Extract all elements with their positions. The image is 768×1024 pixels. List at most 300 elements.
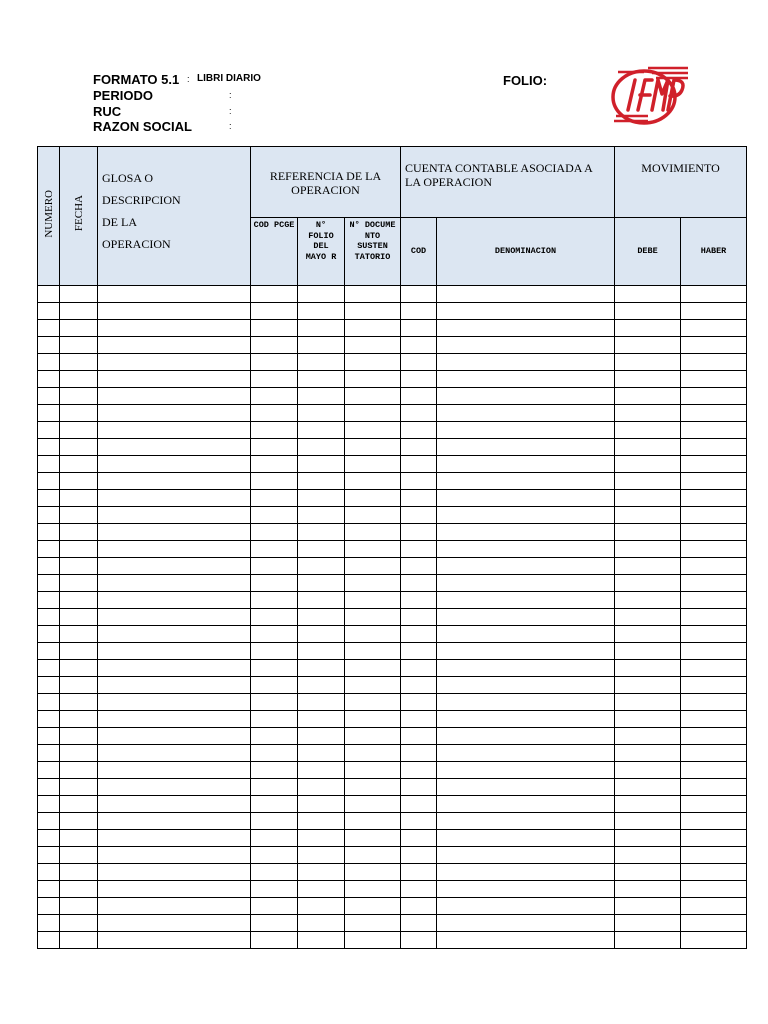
ledger-cell[interactable] [251, 303, 298, 320]
ledger-cell[interactable] [98, 541, 251, 558]
ledger-cell[interactable] [681, 405, 747, 422]
ledger-cell[interactable] [60, 541, 98, 558]
ledger-cell[interactable] [615, 728, 681, 745]
ledger-cell[interactable] [401, 694, 437, 711]
ledger-cell[interactable] [298, 694, 345, 711]
ledger-cell[interactable] [437, 830, 615, 847]
ledger-cell[interactable] [615, 745, 681, 762]
ledger-cell[interactable] [681, 439, 747, 456]
ledger-cell[interactable] [38, 762, 60, 779]
ledger-cell[interactable] [60, 643, 98, 660]
ledger-cell[interactable] [251, 864, 298, 881]
ledger-cell[interactable] [251, 371, 298, 388]
ledger-cell[interactable] [98, 847, 251, 864]
ledger-cell[interactable] [681, 796, 747, 813]
ledger-cell[interactable] [38, 558, 60, 575]
ledger-cell[interactable] [98, 881, 251, 898]
ledger-cell[interactable] [681, 422, 747, 439]
ledger-cell[interactable] [345, 728, 401, 745]
ledger-cell[interactable] [298, 745, 345, 762]
ledger-cell[interactable] [251, 728, 298, 745]
ledger-cell[interactable] [681, 320, 747, 337]
ledger-cell[interactable] [98, 915, 251, 932]
ledger-cell[interactable] [615, 388, 681, 405]
ledger-cell[interactable] [251, 473, 298, 490]
ledger-cell[interactable] [38, 524, 60, 541]
ledger-cell[interactable] [38, 796, 60, 813]
ledger-cell[interactable] [345, 354, 401, 371]
ledger-cell[interactable] [345, 473, 401, 490]
ledger-cell[interactable] [437, 473, 615, 490]
ledger-cell[interactable] [345, 711, 401, 728]
ledger-cell[interactable] [401, 626, 437, 643]
ledger-cell[interactable] [345, 337, 401, 354]
ledger-cell[interactable] [298, 643, 345, 660]
ledger-cell[interactable] [681, 609, 747, 626]
ledger-cell[interactable] [681, 456, 747, 473]
ledger-cell[interactable] [615, 660, 681, 677]
ledger-cell[interactable] [401, 286, 437, 303]
ledger-cell[interactable] [60, 507, 98, 524]
ledger-cell[interactable] [98, 558, 251, 575]
ledger-cell[interactable] [615, 779, 681, 796]
ledger-cell[interactable] [345, 762, 401, 779]
ledger-cell[interactable] [345, 592, 401, 609]
ledger-cell[interactable] [298, 847, 345, 864]
ledger-cell[interactable] [98, 762, 251, 779]
ledger-cell[interactable] [401, 915, 437, 932]
ledger-cell[interactable] [38, 473, 60, 490]
ledger-cell[interactable] [98, 898, 251, 915]
ledger-cell[interactable] [251, 609, 298, 626]
ledger-cell[interactable] [437, 286, 615, 303]
ledger-cell[interactable] [98, 524, 251, 541]
ledger-cell[interactable] [38, 422, 60, 439]
ledger-cell[interactable] [401, 779, 437, 796]
ledger-cell[interactable] [401, 320, 437, 337]
ledger-cell[interactable] [60, 524, 98, 541]
ledger-cell[interactable] [401, 796, 437, 813]
ledger-cell[interactable] [98, 405, 251, 422]
ledger-cell[interactable] [251, 643, 298, 660]
ledger-cell[interactable] [345, 796, 401, 813]
ledger-cell[interactable] [60, 932, 98, 949]
ledger-cell[interactable] [345, 609, 401, 626]
ledger-cell[interactable] [615, 490, 681, 507]
ledger-cell[interactable] [38, 847, 60, 864]
ledger-cell[interactable] [401, 711, 437, 728]
ledger-cell[interactable] [60, 558, 98, 575]
ledger-cell[interactable] [38, 575, 60, 592]
ledger-cell[interactable] [401, 881, 437, 898]
ledger-cell[interactable] [437, 915, 615, 932]
ledger-cell[interactable] [401, 303, 437, 320]
ledger-cell[interactable] [38, 932, 60, 949]
ledger-cell[interactable] [298, 456, 345, 473]
ledger-cell[interactable] [437, 405, 615, 422]
ledger-cell[interactable] [681, 830, 747, 847]
ledger-cell[interactable] [98, 490, 251, 507]
ledger-cell[interactable] [60, 830, 98, 847]
ledger-cell[interactable] [98, 507, 251, 524]
ledger-cell[interactable] [437, 490, 615, 507]
ledger-cell[interactable] [681, 813, 747, 830]
ledger-cell[interactable] [98, 473, 251, 490]
ledger-cell[interactable] [437, 762, 615, 779]
ledger-cell[interactable] [345, 320, 401, 337]
ledger-cell[interactable] [98, 813, 251, 830]
ledger-cell[interactable] [98, 354, 251, 371]
ledger-cell[interactable] [345, 286, 401, 303]
ledger-cell[interactable] [98, 932, 251, 949]
ledger-cell[interactable] [251, 796, 298, 813]
ledger-cell[interactable] [615, 932, 681, 949]
ledger-cell[interactable] [345, 439, 401, 456]
ledger-cell[interactable] [38, 354, 60, 371]
ledger-cell[interactable] [98, 745, 251, 762]
ledger-cell[interactable] [298, 915, 345, 932]
ledger-cell[interactable] [60, 592, 98, 609]
ledger-cell[interactable] [615, 405, 681, 422]
ledger-cell[interactable] [401, 422, 437, 439]
ledger-cell[interactable] [38, 303, 60, 320]
ledger-cell[interactable] [98, 286, 251, 303]
ledger-cell[interactable] [38, 320, 60, 337]
ledger-cell[interactable] [251, 847, 298, 864]
ledger-cell[interactable] [615, 847, 681, 864]
ledger-cell[interactable] [60, 490, 98, 507]
ledger-cell[interactable] [38, 541, 60, 558]
ledger-cell[interactable] [298, 388, 345, 405]
ledger-cell[interactable] [38, 439, 60, 456]
ledger-cell[interactable] [345, 643, 401, 660]
ledger-cell[interactable] [401, 473, 437, 490]
ledger-cell[interactable] [437, 932, 615, 949]
ledger-cell[interactable] [60, 677, 98, 694]
ledger-cell[interactable] [437, 796, 615, 813]
ledger-cell[interactable] [298, 660, 345, 677]
ledger-cell[interactable] [251, 915, 298, 932]
ledger-cell[interactable] [401, 592, 437, 609]
ledger-cell[interactable] [437, 524, 615, 541]
ledger-cell[interactable] [615, 915, 681, 932]
ledger-cell[interactable] [681, 745, 747, 762]
ledger-cell[interactable] [681, 847, 747, 864]
ledger-cell[interactable] [681, 643, 747, 660]
ledger-cell[interactable] [681, 354, 747, 371]
ledger-cell[interactable] [437, 303, 615, 320]
ledger-cell[interactable] [345, 507, 401, 524]
ledger-cell[interactable] [437, 694, 615, 711]
ledger-cell[interactable] [298, 592, 345, 609]
ledger-cell[interactable] [615, 558, 681, 575]
ledger-cell[interactable] [437, 439, 615, 456]
ledger-cell[interactable] [401, 405, 437, 422]
ledger-cell[interactable] [681, 898, 747, 915]
ledger-cell[interactable] [60, 813, 98, 830]
ledger-cell[interactable] [298, 490, 345, 507]
ledger-cell[interactable] [98, 422, 251, 439]
ledger-cell[interactable] [38, 371, 60, 388]
ledger-cell[interactable] [298, 898, 345, 915]
ledger-cell[interactable] [251, 762, 298, 779]
ledger-cell[interactable] [401, 847, 437, 864]
ledger-cell[interactable] [60, 286, 98, 303]
ledger-cell[interactable] [345, 830, 401, 847]
ledger-cell[interactable] [681, 490, 747, 507]
ledger-cell[interactable] [38, 592, 60, 609]
ledger-cell[interactable] [38, 915, 60, 932]
ledger-cell[interactable] [60, 779, 98, 796]
ledger-cell[interactable] [437, 456, 615, 473]
ledger-cell[interactable] [681, 626, 747, 643]
ledger-cell[interactable] [681, 677, 747, 694]
ledger-cell[interactable] [437, 507, 615, 524]
ledger-cell[interactable] [345, 490, 401, 507]
ledger-cell[interactable] [345, 779, 401, 796]
ledger-cell[interactable] [298, 286, 345, 303]
ledger-cell[interactable] [251, 881, 298, 898]
ledger-cell[interactable] [98, 388, 251, 405]
ledger-cell[interactable] [60, 320, 98, 337]
ledger-cell[interactable] [437, 320, 615, 337]
ledger-cell[interactable] [98, 592, 251, 609]
ledger-cell[interactable] [345, 388, 401, 405]
ledger-cell[interactable] [401, 490, 437, 507]
ledger-cell[interactable] [615, 864, 681, 881]
ledger-cell[interactable] [615, 626, 681, 643]
ledger-cell[interactable] [298, 507, 345, 524]
ledger-cell[interactable] [298, 796, 345, 813]
ledger-cell[interactable] [60, 609, 98, 626]
ledger-cell[interactable] [38, 711, 60, 728]
ledger-cell[interactable] [38, 388, 60, 405]
ledger-cell[interactable] [681, 864, 747, 881]
ledger-cell[interactable] [251, 388, 298, 405]
ledger-cell[interactable] [615, 609, 681, 626]
ledger-cell[interactable] [401, 813, 437, 830]
ledger-cell[interactable] [681, 337, 747, 354]
ledger-cell[interactable] [60, 405, 98, 422]
ledger-cell[interactable] [615, 762, 681, 779]
ledger-cell[interactable] [38, 830, 60, 847]
ledger-cell[interactable] [98, 303, 251, 320]
ledger-cell[interactable] [98, 643, 251, 660]
ledger-cell[interactable] [298, 303, 345, 320]
ledger-cell[interactable] [437, 354, 615, 371]
ledger-cell[interactable] [681, 575, 747, 592]
ledger-cell[interactable] [615, 898, 681, 915]
ledger-cell[interactable] [98, 660, 251, 677]
ledger-cell[interactable] [437, 371, 615, 388]
ledger-cell[interactable] [60, 473, 98, 490]
ledger-cell[interactable] [298, 864, 345, 881]
ledger-cell[interactable] [60, 456, 98, 473]
ledger-cell[interactable] [345, 371, 401, 388]
ledger-cell[interactable] [60, 422, 98, 439]
ledger-cell[interactable] [401, 677, 437, 694]
ledger-cell[interactable] [437, 660, 615, 677]
ledger-cell[interactable] [681, 507, 747, 524]
ledger-cell[interactable] [251, 932, 298, 949]
ledger-cell[interactable] [345, 456, 401, 473]
ledger-cell[interactable] [615, 456, 681, 473]
ledger-cell[interactable] [251, 422, 298, 439]
ledger-cell[interactable] [251, 830, 298, 847]
ledger-cell[interactable] [38, 779, 60, 796]
ledger-cell[interactable] [345, 558, 401, 575]
ledger-cell[interactable] [615, 592, 681, 609]
ledger-cell[interactable] [615, 422, 681, 439]
ledger-cell[interactable] [345, 575, 401, 592]
ledger-cell[interactable] [437, 728, 615, 745]
ledger-cell[interactable] [298, 405, 345, 422]
ledger-cell[interactable] [298, 422, 345, 439]
ledger-cell[interactable] [401, 541, 437, 558]
ledger-cell[interactable] [437, 626, 615, 643]
ledger-cell[interactable] [437, 337, 615, 354]
ledger-cell[interactable] [681, 371, 747, 388]
ledger-cell[interactable] [437, 575, 615, 592]
ledger-cell[interactable] [60, 337, 98, 354]
ledger-cell[interactable] [345, 677, 401, 694]
ledger-cell[interactable] [251, 490, 298, 507]
ledger-cell[interactable] [98, 779, 251, 796]
ledger-cell[interactable] [437, 898, 615, 915]
ledger-cell[interactable] [60, 898, 98, 915]
ledger-cell[interactable] [60, 711, 98, 728]
ledger-cell[interactable] [98, 626, 251, 643]
ledger-cell[interactable] [345, 541, 401, 558]
ledger-cell[interactable] [681, 524, 747, 541]
ledger-cell[interactable] [437, 592, 615, 609]
ledger-cell[interactable] [251, 711, 298, 728]
ledger-cell[interactable] [345, 813, 401, 830]
ledger-cell[interactable] [615, 507, 681, 524]
ledger-cell[interactable] [345, 660, 401, 677]
ledger-cell[interactable] [60, 728, 98, 745]
ledger-cell[interactable] [298, 881, 345, 898]
ledger-cell[interactable] [615, 439, 681, 456]
ledger-cell[interactable] [298, 354, 345, 371]
ledger-cell[interactable] [38, 728, 60, 745]
ledger-cell[interactable] [98, 320, 251, 337]
ledger-cell[interactable] [38, 490, 60, 507]
ledger-cell[interactable] [345, 626, 401, 643]
ledger-cell[interactable] [98, 864, 251, 881]
ledger-cell[interactable] [98, 456, 251, 473]
ledger-cell[interactable] [98, 711, 251, 728]
ledger-cell[interactable] [345, 898, 401, 915]
ledger-cell[interactable] [298, 813, 345, 830]
ledger-cell[interactable] [615, 575, 681, 592]
ledger-cell[interactable] [401, 830, 437, 847]
ledger-cell[interactable] [251, 592, 298, 609]
ledger-cell[interactable] [401, 660, 437, 677]
ledger-cell[interactable] [681, 303, 747, 320]
ledger-cell[interactable] [98, 609, 251, 626]
ledger-cell[interactable] [60, 864, 98, 881]
ledger-cell[interactable] [38, 286, 60, 303]
ledger-cell[interactable] [298, 320, 345, 337]
ledger-cell[interactable] [401, 507, 437, 524]
ledger-cell[interactable] [401, 388, 437, 405]
ledger-cell[interactable] [615, 320, 681, 337]
ledger-cell[interactable] [615, 881, 681, 898]
ledger-cell[interactable] [298, 439, 345, 456]
ledger-cell[interactable] [437, 388, 615, 405]
ledger-cell[interactable] [401, 898, 437, 915]
ledger-cell[interactable] [615, 643, 681, 660]
ledger-cell[interactable] [345, 847, 401, 864]
ledger-cell[interactable] [38, 694, 60, 711]
ledger-cell[interactable] [615, 711, 681, 728]
ledger-cell[interactable] [437, 779, 615, 796]
ledger-cell[interactable] [98, 728, 251, 745]
ledger-cell[interactable] [681, 728, 747, 745]
ledger-cell[interactable] [298, 830, 345, 847]
ledger-cell[interactable] [615, 354, 681, 371]
ledger-cell[interactable] [298, 371, 345, 388]
ledger-cell[interactable] [251, 677, 298, 694]
ledger-cell[interactable] [345, 915, 401, 932]
ledger-cell[interactable] [60, 626, 98, 643]
ledger-cell[interactable] [401, 558, 437, 575]
ledger-cell[interactable] [298, 762, 345, 779]
ledger-cell[interactable] [251, 286, 298, 303]
ledger-cell[interactable] [437, 422, 615, 439]
ledger-cell[interactable] [681, 541, 747, 558]
ledger-cell[interactable] [38, 626, 60, 643]
ledger-cell[interactable] [437, 558, 615, 575]
ledger-cell[interactable] [60, 371, 98, 388]
ledger-cell[interactable] [251, 320, 298, 337]
ledger-cell[interactable] [615, 524, 681, 541]
ledger-cell[interactable] [681, 762, 747, 779]
ledger-cell[interactable] [60, 694, 98, 711]
ledger-cell[interactable] [38, 609, 60, 626]
ledger-cell[interactable] [38, 643, 60, 660]
ledger-cell[interactable] [437, 711, 615, 728]
ledger-cell[interactable] [298, 541, 345, 558]
ledger-cell[interactable] [251, 626, 298, 643]
ledger-cell[interactable] [681, 473, 747, 490]
ledger-cell[interactable] [251, 507, 298, 524]
ledger-cell[interactable] [298, 575, 345, 592]
ledger-cell[interactable] [251, 660, 298, 677]
ledger-cell[interactable] [437, 677, 615, 694]
ledger-cell[interactable] [437, 609, 615, 626]
ledger-cell[interactable] [60, 796, 98, 813]
ledger-cell[interactable] [345, 745, 401, 762]
ledger-cell[interactable] [437, 745, 615, 762]
ledger-cell[interactable] [298, 558, 345, 575]
ledger-cell[interactable] [615, 694, 681, 711]
ledger-cell[interactable] [437, 881, 615, 898]
ledger-cell[interactable] [251, 541, 298, 558]
ledger-cell[interactable] [298, 524, 345, 541]
ledger-cell[interactable] [401, 864, 437, 881]
ledger-cell[interactable] [681, 694, 747, 711]
ledger-cell[interactable] [60, 881, 98, 898]
ledger-cell[interactable] [251, 898, 298, 915]
ledger-cell[interactable] [345, 524, 401, 541]
ledger-cell[interactable] [437, 643, 615, 660]
ledger-cell[interactable] [401, 337, 437, 354]
ledger-cell[interactable] [98, 439, 251, 456]
ledger-cell[interactable] [681, 286, 747, 303]
ledger-cell[interactable] [615, 286, 681, 303]
